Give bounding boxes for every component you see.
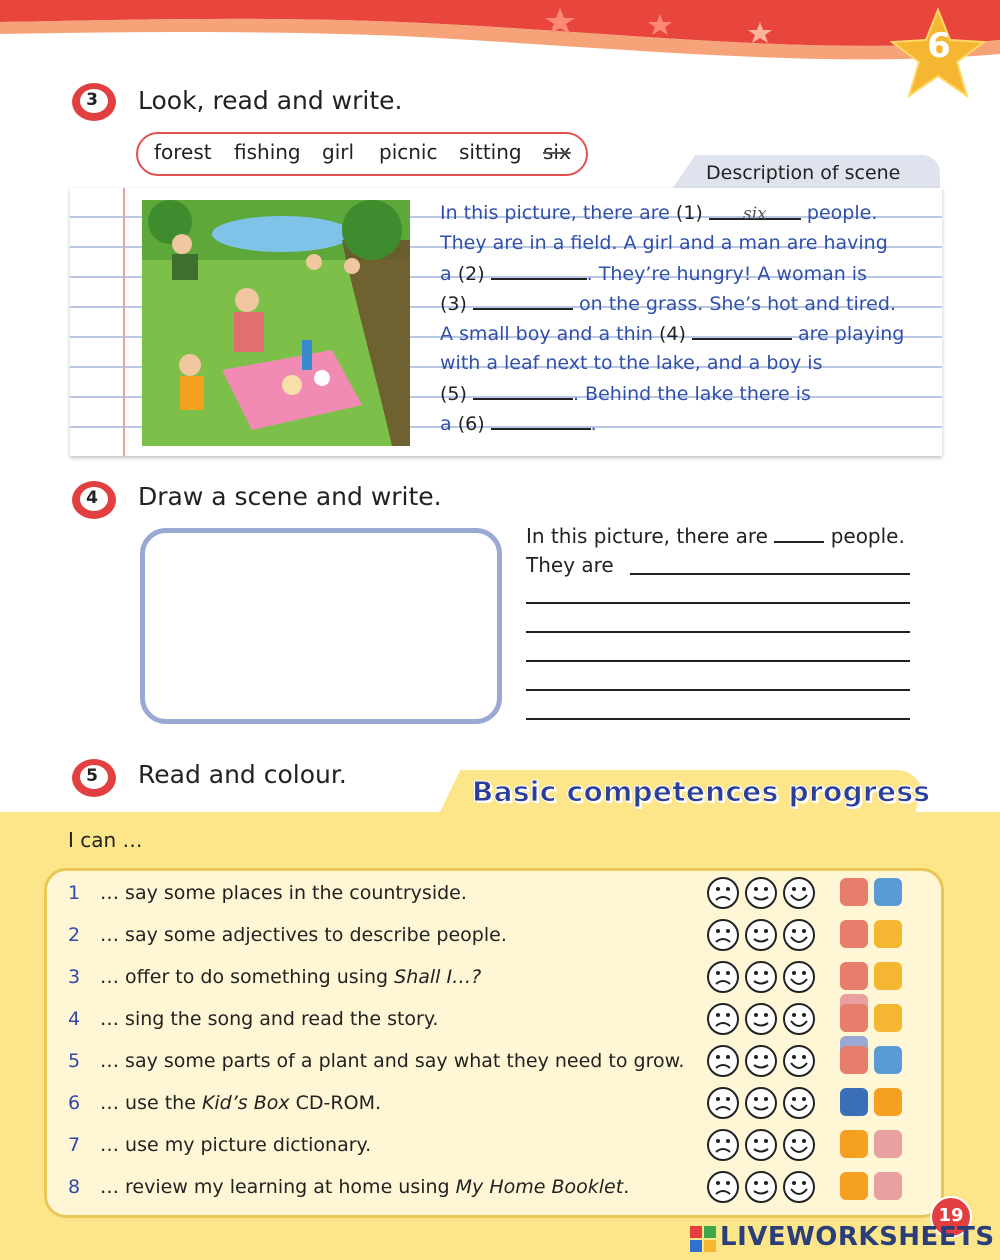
- competence-number: 4: [68, 1008, 81, 1030]
- story-line-7: [440, 382, 811, 405]
- story-line-5-text: A small boy and a thin: [440, 323, 659, 345]
- competence-type-icon: [874, 962, 902, 990]
- competence-text: … say some places in the countryside.: [100, 882, 467, 904]
- competence-text-part: .: [623, 1176, 630, 1198]
- story-line-5-end: are playing: [791, 323, 905, 345]
- word-picnic: picnic: [379, 140, 438, 164]
- competence-type-icons: [840, 962, 940, 998]
- smiley-faces: [706, 876, 826, 912]
- competence-text: … say some parts of a plant and say what they need to grow.: [100, 1050, 685, 1072]
- page-number: 19: [938, 1205, 964, 1226]
- word-sitting: sitting: [459, 140, 522, 164]
- ok-face-icon[interactable]: [744, 918, 778, 952]
- story-line-8-text: a: [440, 413, 458, 435]
- ok-face-icon[interactable]: [744, 1086, 778, 1120]
- competence-number: 2: [68, 924, 81, 946]
- competence-type-icon: [840, 962, 868, 990]
- drawing-area[interactable]: [140, 528, 502, 724]
- smiley-faces: [706, 1128, 826, 1164]
- competence-type-icons: [840, 1088, 940, 1124]
- blank-4-input[interactable]: [692, 322, 792, 340]
- story-line-6-text: with a leaf next to the lake, and a boy is: [440, 352, 823, 374]
- competence-text-part: CD-ROM.: [289, 1092, 382, 1114]
- ok-face-icon[interactable]: [744, 960, 778, 994]
- picnic-scene-illustration: [142, 200, 410, 446]
- story-line-4-end: on the grass. She’s hot and tired.: [572, 293, 896, 315]
- story-line-2-text: They are in a field. A girl and a man are having: [440, 232, 888, 254]
- people-count-input[interactable]: [774, 527, 824, 543]
- smiley-faces: [706, 960, 826, 996]
- competence-type-icons: [840, 878, 940, 914]
- competence-text-part: … use the: [100, 1092, 202, 1114]
- happy-face-icon[interactable]: [782, 918, 816, 952]
- competence-type-icon: [840, 1172, 868, 1200]
- happy-face-icon[interactable]: [782, 1044, 816, 1078]
- ex4-line-1: [526, 524, 905, 548]
- story-line-5: [440, 322, 904, 345]
- blank-1-label: (1): [675, 202, 703, 224]
- writing-line-3[interactable]: [526, 631, 910, 633]
- unit-number: 6: [927, 26, 951, 66]
- competence-type-icon: [874, 1172, 902, 1200]
- story-line-1-end: people.: [800, 202, 878, 224]
- ok-face-icon[interactable]: [744, 876, 778, 910]
- smiley-faces: [706, 1002, 826, 1038]
- blank-5-label: (5): [440, 383, 467, 405]
- competence-text-emphasis: My Home Booklet: [455, 1176, 624, 1198]
- blank-3-input[interactable]: [473, 292, 573, 310]
- story-line-3: [440, 262, 867, 285]
- description-tab-label: Description of scene: [706, 162, 901, 184]
- sad-face-icon[interactable]: [706, 1086, 740, 1120]
- competence-type-icons: [840, 920, 940, 956]
- competence-type-icon: [874, 1046, 902, 1074]
- competence-type-icon: [840, 878, 868, 906]
- competences-banner-title: Basic competences progress: [472, 775, 931, 808]
- word-forest: forest: [154, 140, 212, 164]
- exercise-5-number: 5: [86, 766, 98, 786]
- competence-text-emphasis: Shall I…?: [394, 966, 482, 988]
- writing-line-5[interactable]: [526, 689, 910, 691]
- competence-text-emphasis: Kid’s Box: [201, 1092, 290, 1114]
- sad-face-icon[interactable]: [706, 1170, 740, 1204]
- writing-line-2[interactable]: [526, 602, 910, 604]
- writing-line-1[interactable]: [630, 573, 910, 575]
- word-six-crossed: six: [543, 140, 571, 164]
- competence-text-part: … review my learning at home using: [100, 1176, 456, 1198]
- blank-6-label: (6): [457, 413, 485, 435]
- liveworksheets-logo-icon: [690, 1226, 716, 1252]
- smiley-faces: [706, 1044, 826, 1080]
- story-line-1-text: In this picture, there are: [440, 202, 676, 224]
- story-line-3-text: a: [440, 263, 458, 285]
- competence-type-icons: [840, 1130, 940, 1166]
- blank-5-input[interactable]: [473, 382, 573, 400]
- sad-face-icon[interactable]: [706, 960, 740, 994]
- competence-number: 6: [68, 1092, 81, 1114]
- competence-type-icon: [874, 878, 902, 906]
- exercise-4-number: 4: [86, 488, 98, 508]
- blank-3-label: (3): [440, 293, 467, 315]
- competence-type-icon: [840, 1088, 868, 1116]
- ok-face-icon[interactable]: [744, 1128, 778, 1162]
- smiley-faces: [706, 1086, 826, 1122]
- competence-type-icon: [874, 920, 902, 948]
- competence-number: 1: [68, 882, 81, 904]
- competence-text: … sing the song and read the story.: [100, 1008, 439, 1030]
- happy-face-icon[interactable]: [782, 960, 816, 994]
- competence-number: 3: [68, 966, 81, 988]
- competence-text: [100, 966, 481, 988]
- exercise-4-title: Draw a scene and write.: [138, 482, 442, 511]
- word-fishing: fishing: [234, 140, 301, 164]
- sad-face-icon[interactable]: [706, 876, 740, 910]
- story-line-1: [440, 202, 877, 224]
- competence-text: … use my picture dictionary.: [100, 1134, 372, 1156]
- writing-line-6[interactable]: [526, 718, 910, 720]
- top-banner: [0, 0, 1000, 70]
- happy-face-icon[interactable]: [782, 1086, 816, 1120]
- happy-face-icon[interactable]: [782, 1128, 816, 1162]
- ok-face-icon[interactable]: [744, 1002, 778, 1036]
- competence-type-icons: [840, 1004, 940, 1040]
- ex4-line-1-text: In this picture, there are: [526, 524, 768, 548]
- ex4-line-2-label: They are: [526, 553, 614, 577]
- sad-face-icon[interactable]: [706, 1044, 740, 1078]
- smiley-faces: [706, 918, 826, 954]
- competence-type-icon: [874, 1088, 902, 1116]
- competence-type-icon: [840, 1046, 868, 1074]
- competence-text-part: … offer to do something using: [100, 966, 395, 988]
- writing-line-4[interactable]: [526, 660, 910, 662]
- happy-face-icon[interactable]: [782, 876, 816, 910]
- word-girl: girl: [322, 140, 355, 164]
- sad-face-icon[interactable]: [706, 918, 740, 952]
- ok-face-icon[interactable]: [744, 1044, 778, 1078]
- exercise-3-number: 3: [86, 90, 98, 110]
- blank-2-label: (2): [457, 263, 485, 285]
- sad-face-icon[interactable]: [706, 1002, 740, 1036]
- competence-number: 5: [68, 1050, 81, 1072]
- happy-face-icon[interactable]: [782, 1002, 816, 1036]
- story-line-7-end: . Behind the lake there is: [572, 383, 811, 405]
- competence-text: [100, 1092, 381, 1114]
- story-line-6: [440, 352, 822, 374]
- smiley-faces: [706, 1170, 826, 1206]
- blank-1-answer: six: [743, 204, 767, 224]
- competence-type-icon: [840, 920, 868, 948]
- i-can-label: I can …: [68, 828, 143, 852]
- competence-type-icons: [840, 1172, 940, 1208]
- story-line-8-end: .: [590, 413, 597, 435]
- story-line-2: [440, 232, 888, 254]
- blank-4-label: (4): [658, 323, 686, 345]
- blank-2-input[interactable]: [491, 262, 587, 280]
- ok-face-icon[interactable]: [744, 1170, 778, 1204]
- competence-type-icon: [874, 1004, 902, 1032]
- happy-face-icon[interactable]: [782, 1170, 816, 1204]
- watermark: LIVEWORKSHEETS: [720, 1222, 995, 1252]
- blank-1-input[interactable]: [709, 202, 801, 224]
- story-line-4: [440, 292, 896, 315]
- competence-type-icon: [874, 1130, 902, 1158]
- competence-number: 8: [68, 1176, 81, 1198]
- competence-type-icon: [840, 1004, 868, 1032]
- blank-6-input[interactable]: [491, 412, 591, 430]
- competence-type-icon: [840, 1130, 868, 1158]
- competence-number: 7: [68, 1134, 81, 1156]
- paper-margin-line: [123, 188, 125, 456]
- exercise-3-title: Look, read and write.: [138, 86, 403, 115]
- exercise-5-title: Read and colour.: [138, 760, 347, 789]
- story-line-3-end: . They’re hungry! A woman is: [586, 263, 867, 285]
- sad-face-icon[interactable]: [706, 1128, 740, 1162]
- competence-text: … say some adjectives to describe people.: [100, 924, 507, 946]
- competence-text: [100, 1176, 629, 1198]
- ex4-line-1-end: people.: [830, 524, 905, 548]
- competence-type-icons: [840, 1046, 940, 1082]
- story-line-8: [440, 412, 597, 435]
